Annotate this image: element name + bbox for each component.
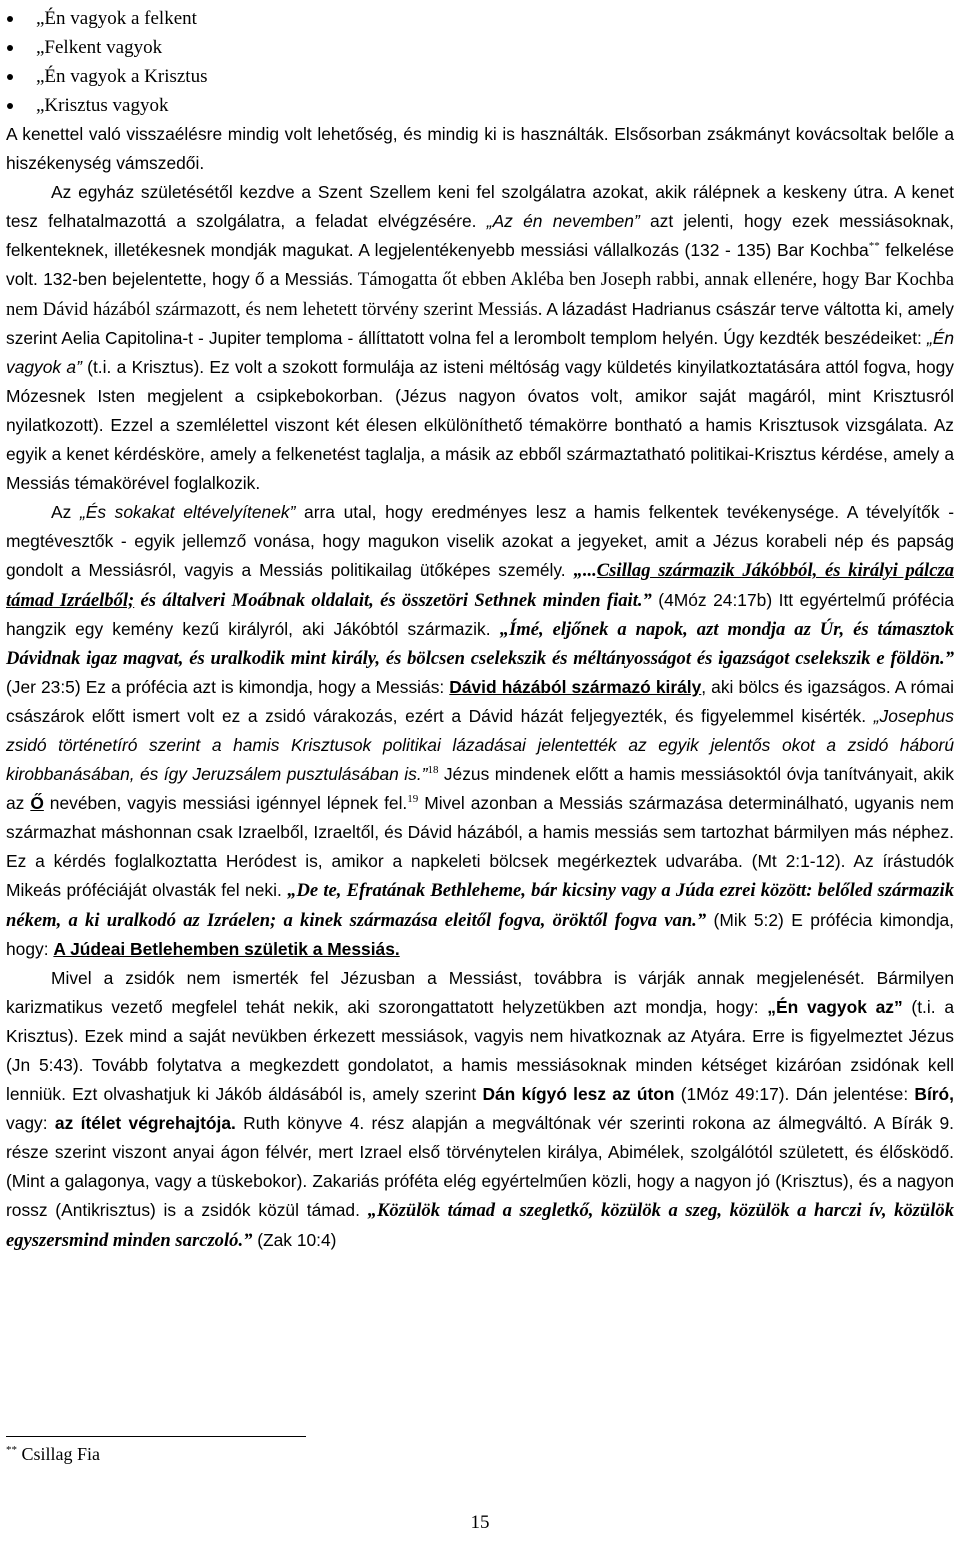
bullet-dot-icon	[7, 45, 13, 51]
list-item: „Én vagyok a felkent	[6, 4, 207, 33]
list-item: „Felkent vagyok	[6, 33, 207, 62]
page-number: 15	[470, 1512, 490, 1533]
bullet-dot-icon	[7, 74, 13, 80]
paragraph-4: Mivel a zsidók nem ismerték fel Jézusban a Messiást, továbbra is várják annak megjelenését. Bármilyen karizmatikus vezető megfelel tehát nekik, aki szorongattatott helyzetükben azt mondja, hogy: „Én vagyok az” (t.i. a Krisztus). Ezek mind a saját nevükben érkezett messiások, vagyis nem hivatkoznak az Atyára. Erre is figyelmeztet Jézus (Jn 5:43). Tovább folytatva a megkezdett gondolatot, a hamis messiásoknak minden kétséget kizáróan zsidónak kell lenniük. Ezt olvashatjuk ki Jákób áldásából is, amely szerint Dán kígyó lesz az úton (1Móz 49:17). Dán jelentése: Bíró, vagy: az ítélet végrehajtója. Ruth könyve 4. rész alapján a megváltónak vér szerinti rokona az álmegváltó. A Bírák 9. része szerint viszont anyai ágon félvér, mert Izrael első törvénytelen királya, Abimélek, szolgálótól született, és élősködő. (Mint a galagonya, vagy a tüskebokor). Zakariás próféta elég egyértelműen közli, hogy a nagyon jó (Krisztus), és a nagyon rossz (Antikrisztus) is a zsidók közül támad. „Közülök támad a szegletkő, közülök a szeg, közülök a harczi ív, közülök egyszersmind minden sarczoló.” (Zak 10:4)	[6, 967, 955, 1251]
list-item: „Krisztus vagyok	[6, 91, 207, 120]
bullet-dot-icon	[7, 103, 13, 109]
footnote-separator	[6, 1436, 306, 1437]
paragraph-3: Az „És sokakat eltévelyítenek” arra utal, hogy eredményes lesz a hamis felkentek tevékenysége. A tévelyítők - megtévesztők - egyik jellemző vonása, hogy magukon viselik azokat a jegyeket, amit a Jézus korabeli nép és papság gondolt a Messiásról, vagyis a Messiás politikailag ütőképes személy. „...Csillag származik Jákóbból, és királyi pálcza támad Izráelből; és általveri Moábnak oldalait, és összetöri Sethnek minden fiait.” (4Móz 24:17b) Itt egyértelmű prófécia hangzik egy kemény kezű királyról, aki Jákóbtól származik. „Ímé, eljőnek a napok, azt mondja az Úr, és támasztok Dávidnak igaz magvat, és uralkodik mint király, és bölcsen cselekszik és méltányosságot és igazságot cselekszik e földön.” (Jer 23:5) Ez a prófécia azt is kimondja, hogy a Messiás: Dávid házából származó király, aki bölcs és igazságos. A római császárok előtt ismert volt ez a zsidó várakozás, ezért a Dávid házát feljegyezték, és figyelemmel kisérték. „Josephus zsidó történetíró szerint a hamis Krisztusok politikai lázadásai jelentették az egyik jelentős okot a zsidó háború kirobbanásában, és így Jeruzsálem pusztulásában is.”$^{18}$ Jézus mindenek előtt a hamis messiásoktól óvja tanítványait, akik az Ő nevében, vagyis messiási igénnyel lépnek fel.$^{19}$ Mivel azonban a Messiás származása determinálható, ugyanis nem származhat máshonnan csak Izraelből, Izraeltől, és Dávid házából, a hamis messiás sem tartozhat bármilyen más néphez. Ez a kérdés foglalkoztatta Heródest is, amikor a napkeleti bölcsek megérkeztek udvarába. (Mt 2:1-12). Az írástudók Mikeás próféciáját olvasták fel neki. „De te, Efratának Bethleheme, bár kicsiny vagy a Júda ezrei között: belőled származik nékem, a ki uralkodó az Izráelen; a kinek származása eleitől fogva, öröktől fogva van.” (Mik 5:2) E prófécia kimondja, hogy: A Júdeai Betlehemben születik a Messiás.	[6, 502, 955, 959]
list-item: „Én vagyok a Krisztus	[6, 62, 207, 91]
footnote: ** Csillag Fia	[6, 1444, 101, 1464]
body-text	[6, 120, 954, 1255]
bullet-dot-icon	[7, 16, 13, 22]
paragraph-1: A kenettel való visszaélésre mindig volt lehetőség, és mindig ki is használták. Elsősorban zsákmányt kovácsoltak belőle a hiszékenység vámszedői.	[6, 124, 954, 174]
paragraph-2: Az egyház születésétől kezdve a Szent Szellem keni fel szolgálatra azokat, akik rálépnek a keskeny útra. A kenet tesz felhatalmazottá a szolgálatra, a feladat elvégzésére. „Az én nevemben” azt jelenti, hogy ezek messiásoknak, felkenteknek, illetékesnek mondják magukat. A legjelentékenyebb messiási vállalkozás (132 - 135) Bar Kochba** felkelése volt. 132-ben bejelentette, hogy ő a Messiás. Támogatta őt ebben Akléba ben Joseph rabbi, annak ellenére, hogy Bar Kochba nem Dávid házából származott, és nem lehetett törvény szerint Messiás. A lázadást Hadrianus császár terve váltotta ki, amely szerint Aelia Capitolina-t - Jupiter temploma - állíttatott volna fel a lerombolt templom helyén. Úgy kezdték beszédeiket: „Én vagyok a” (t.i. a Krisztus). Ez volt a szokott formulája az isteni méltóság vagy küldetés kinyilatkoztatására attól fogva, hogy Mózesnek Isten megjelent a csipkebokorban. (Jézus nagyon óvatos volt, amikor saját magáról, mint Krisztusról nyilatkozott). Ezzel a szemlélettel viszont két élesen elkülöníthető témakörre bontható a hamis Krisztusok vizsgálata. Az egyik a kenet kérdésköre, amely a felkenetést taglalja, a másik az ebből származtatható politikai-Krisztus kérdése, amely a Messiás témakörével foglalkozik.	[6, 182, 955, 494]
bullet-list	[6, 4, 207, 120]
